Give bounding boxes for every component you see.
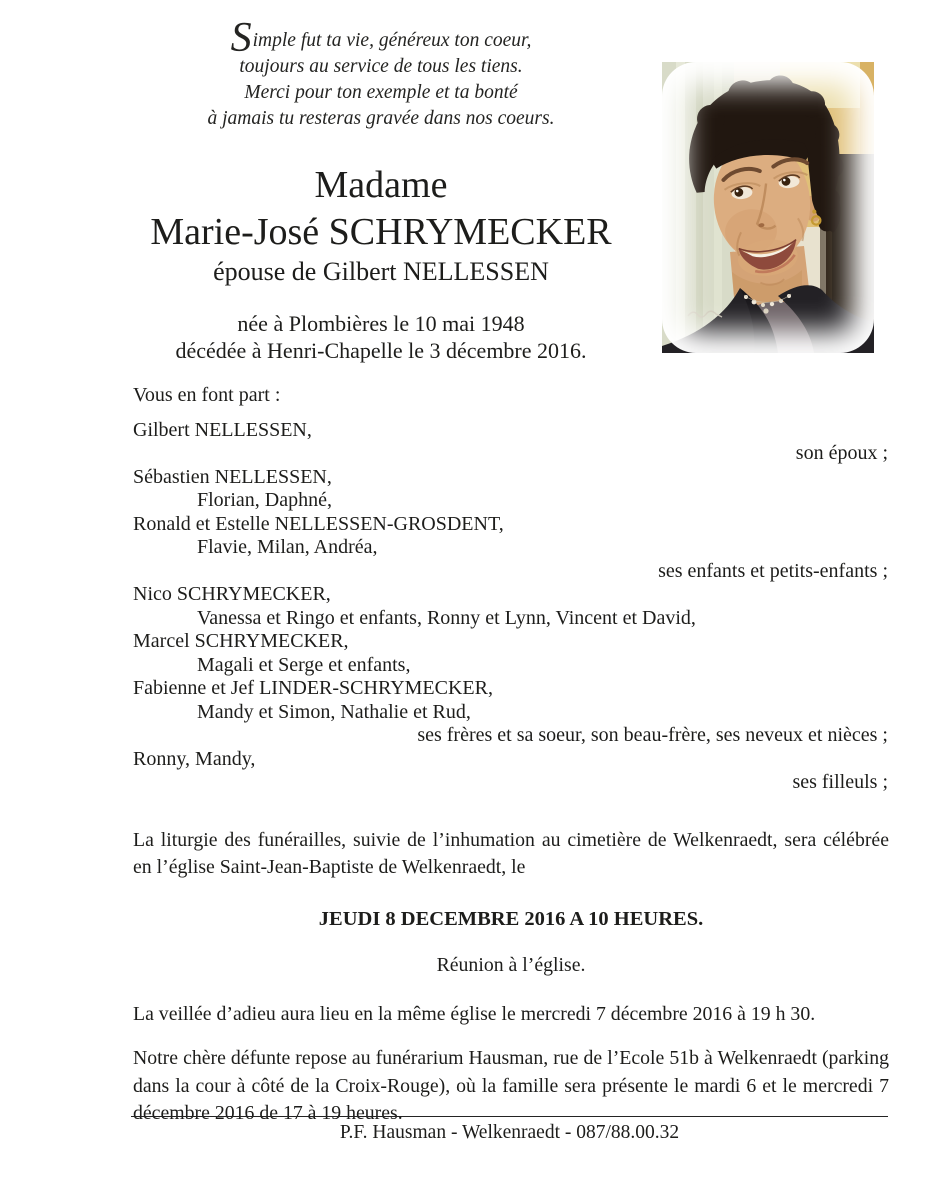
- family-line: Florian, Daphné,: [197, 489, 332, 511]
- family-line: Vanessa et Ringo et enfants, Ronny et Lynn, Vincent et David,: [197, 606, 696, 629]
- portrait-photo: [662, 62, 874, 353]
- title-prefix: Madame: [314, 164, 448, 206]
- vigil-paragraph: La veillée d’adieu aura lieu en la même église le mercredi 7 décembre 2016 à 19 h 30.: [133, 1002, 816, 1025]
- announcement-intro: Vous en font part :: [133, 384, 281, 406]
- top-section: [0, 0, 947, 364]
- family-line: Sébastien NELLESSEN,: [133, 465, 332, 488]
- family-line: Marcel SCHRYMECKER,: [133, 630, 349, 652]
- quote-line-1: [100, 15, 662, 61]
- family-line: Ronny, Mandy,: [133, 747, 256, 770]
- repose-paragraph: Notre chère défunte repose au funérarium Hausman, rue de l’Ecole 51b à Welkenraedt (parking dans la cour à côté de la Croix-Rouge), où la famille sera présente le mardi 6 et le mercredi 7 décembre 2016 de 17 à 19 heures.: [133, 1047, 889, 1124]
- relation-label: ses frères et sa soeur, son beau-frère, ses neveux et nièces ;: [417, 724, 888, 746]
- relation-label: son époux ;: [795, 442, 888, 464]
- family-line: Gilbert NELLESSEN,: [133, 418, 312, 441]
- family-line: Mandy et Simon, Nathalie et Rud,: [197, 700, 471, 723]
- quote-line-3: Merci pour ton exemple et ta bonté: [244, 82, 518, 103]
- portrait-photo-image: [662, 62, 874, 353]
- quote-line-2: toujours au service de tous les tiens.: [239, 56, 523, 77]
- relation-label: ses filleuls ;: [792, 771, 888, 793]
- funeral-home-contact: P.F. Hausman - Welkenraedt - 087/88.00.32: [339, 1122, 680, 1143]
- header-column: [100, 0, 662, 364]
- family-line: Ronald et Estelle NELLESSEN-GROSDENT,: [133, 512, 504, 535]
- quote-line-4: à jamais tu resteras gravée dans nos coeurs.: [207, 108, 555, 129]
- family-line: Magali et Serge et enfants,: [197, 653, 411, 676]
- relation-label: ses enfants et petits-enfants ;: [658, 559, 888, 582]
- life-dates: [100, 310, 662, 364]
- footer: [131, 1116, 888, 1144]
- quote-initial-letter: S: [230, 15, 252, 61]
- liturgy-paragraph: La liturgie des funérailles, suivie de l’inhumation au cimetière de Welkenraedt, sera célébrée en l’église Saint-Jean-Baptiste de Welkenraedt, le: [133, 828, 889, 878]
- funeral-date-line: JEUDI 8 DECEMBRE 2016 A 10 HEURES.: [318, 907, 704, 930]
- family-line: Fabienne et Jef LINDER-SCHRYMECKER,: [133, 677, 493, 699]
- funeral-information: [133, 827, 889, 1128]
- family-announcement: [133, 384, 888, 795]
- birth-line: née à Plombières le 10 mai 1948: [237, 311, 525, 336]
- deceased-titles: [100, 162, 662, 288]
- death-line: décédée à Henri-Chapelle le 3 décembre 2016.: [175, 338, 587, 363]
- meeting-line: Réunion à l’église.: [436, 953, 586, 976]
- family-line: Nico SCHRYMECKER,: [133, 583, 331, 605]
- memorial-quote: [100, 15, 662, 132]
- quote-line-1-text: imple fut ta vie, généreux ton coeur,: [252, 30, 532, 51]
- family-line: Flavie, Milan, Andréa,: [197, 536, 378, 558]
- spouse-line: épouse de Gilbert NELLESSEN: [213, 257, 549, 286]
- deceased-name: Marie-José SCHRYMECKER: [150, 211, 612, 253]
